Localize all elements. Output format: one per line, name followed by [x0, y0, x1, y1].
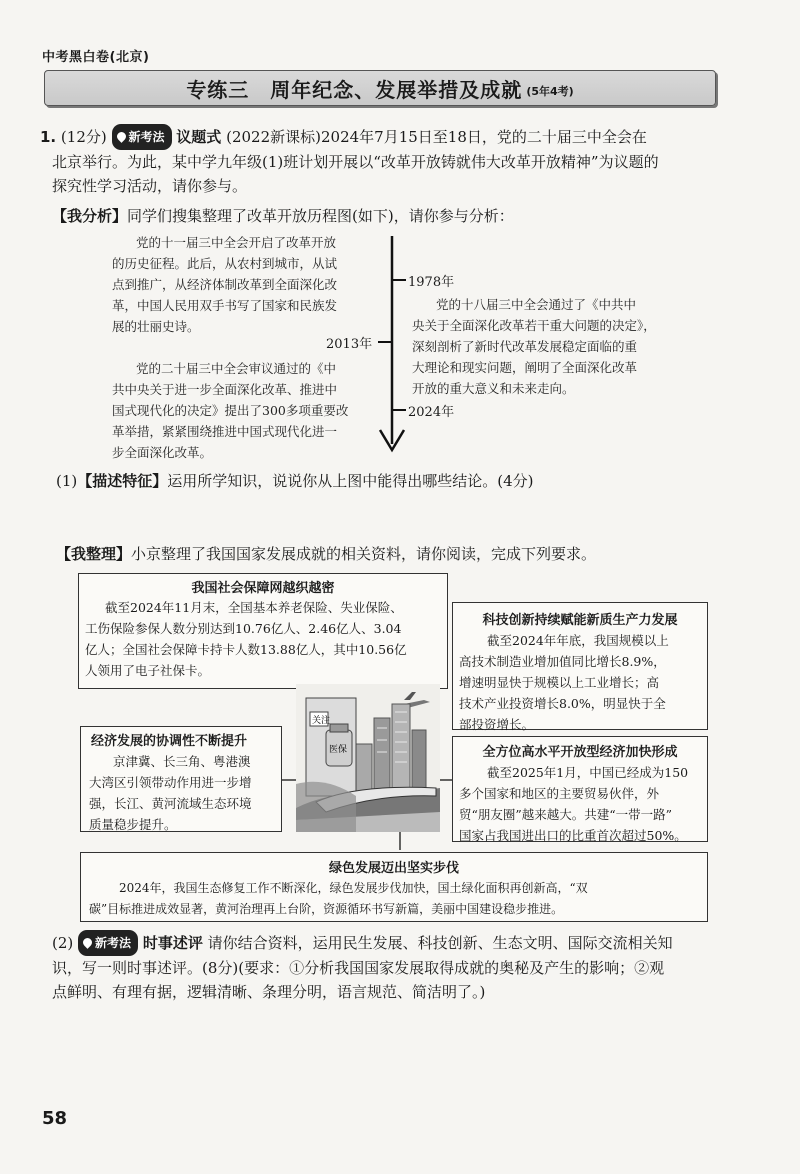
text-line: 革，中国人民用双手书写了国家和民族发 — [112, 298, 338, 313]
section-title: 专练三 周年纪念、发展举措及成就 — [186, 77, 523, 102]
text-line: 强，长江、黄河流域生态环境 — [89, 796, 252, 811]
timeline-left-text-1 — [112, 232, 374, 337]
sub-question-1-text: 运用所学知识，说说你从上图中能得出哪些结论。(4分) — [167, 472, 534, 490]
text-line: 截至2024年11月末，全国基本养老保险、失业保险、 — [105, 600, 403, 615]
text-line: 工伤保险参保人数分别达到10.76亿人、2.46亿人、3.04 — [85, 621, 402, 636]
text-line: 技术产业投资增长8.0%，明显快于全 — [459, 696, 666, 711]
sub-question-2-type: 时事述评 — [142, 934, 203, 952]
sub-question-1-number: (1) — [56, 472, 78, 490]
box-body — [79, 596, 447, 681]
timeline-year-2024: 2024年 — [408, 405, 455, 420]
text-line: 大湾区引领带动作用进一步增 — [89, 775, 252, 790]
development-illustration — [296, 684, 440, 832]
material-box-opening-up — [452, 736, 708, 842]
text-line: 截至2024年年底，我国规模以上 — [487, 633, 669, 648]
organize-prompt — [56, 542, 596, 566]
material-box-tech-innovation — [452, 602, 708, 730]
question-source: (2022新课标) — [226, 128, 321, 146]
box-body — [453, 628, 707, 735]
text-line: 2024年，我国生态修复工作不断深化，绿色发展步伐加快，国土绿化面积再创新高，“双 — [119, 881, 588, 895]
timeline-year-1978: 1978年 — [408, 275, 455, 290]
text-line: 党的二十届三中全会审议通过的《中 — [136, 361, 337, 376]
material-box-economic-coordination — [80, 726, 282, 832]
text-line: 多个国家和地区的主要贸易伙伴，外 — [459, 786, 660, 801]
analysis-label: 【我分析】 — [52, 207, 128, 225]
intro-line-2: 北京举行。为此，某中学九年级(1)班计划开展以“改革开放铸就伟大改革开放精神”为议题的 — [52, 153, 659, 171]
section-title-bar — [44, 70, 716, 106]
intro-line-3: 探究性学习活动，请你参与。 — [52, 177, 248, 195]
text-line: 贸“朋友圈”越来越大。共建“一带一路” — [459, 807, 673, 822]
book-series-label: 中考黑白卷(北京) — [42, 50, 150, 65]
box-body — [81, 876, 707, 920]
sub-question-2 — [52, 930, 772, 1004]
page-number: 58 — [42, 1108, 68, 1129]
question-1-intro — [40, 124, 760, 198]
sub-question-1 — [56, 469, 534, 493]
organize-label: 【我整理】 — [56, 545, 132, 563]
sub-question-2-line-2: 识，写一则时事述评。(8分)(要求：①分析我国国家发展取得成就的奥秘及产生的影响；②观 — [52, 959, 665, 977]
timeline-year-2013: 2013年 — [326, 337, 373, 352]
text-line: 党的十八届三中全会通过了《中共中 — [436, 297, 637, 312]
box-title: 全方位高水平开放型经济加快形成 — [482, 745, 678, 760]
organize-text: 小京整理了我国国家发展成就的相关资料，请你阅读，完成下列要求。 — [131, 545, 597, 563]
box-title: 绿色发展迈出坚实步伐 — [328, 861, 459, 876]
text-line: 央关于全面深化改革若干重大问题的决定》， — [412, 318, 656, 333]
timeline-left-text-2 — [112, 358, 374, 463]
new-method-badge-2: 新考法 — [78, 930, 138, 956]
material-box-green-development — [80, 852, 708, 922]
text-line: 革举措，紧紧围绕推进中国式现代化进一 — [112, 424, 338, 439]
sub-question-2-number: (2) — [52, 934, 74, 952]
box-title: 科技创新持续赋能新质生产力发展 — [482, 613, 678, 628]
text-line: 部投资增长。 — [459, 717, 535, 732]
text-line: 深刻剖析了新时代改革发展稳定面临的重 — [412, 339, 638, 354]
timeline-right-text-1 — [412, 294, 702, 399]
text-line: 的历史征程。此后，从农村到城市，从试 — [112, 256, 338, 271]
section-title-frequency: (5年4考) — [526, 85, 574, 98]
city-train-illustration — [296, 684, 440, 832]
text-line: 京津冀、长三角、粤港澳 — [113, 754, 251, 769]
text-line: 人领用了电子社保卡。 — [85, 663, 211, 678]
question-type: 议题式 — [176, 128, 222, 146]
box-title: 我国社会保障网越织越密 — [191, 581, 335, 596]
material-box-social-security — [78, 573, 448, 689]
question-number: 1. — [40, 128, 57, 146]
question-score: (12分) — [60, 128, 107, 146]
text-line: 步全面深化改革。 — [112, 445, 213, 460]
text-line: 碳”目标推进成效显著，黄河治理再上台阶，资源循环书写新篇，美丽中国建设稳步推进。 — [89, 902, 564, 916]
text-line: 点到推广，从经济体制改革到全面深化改 — [112, 277, 338, 292]
location-pin-icon — [115, 130, 128, 143]
text-line: 亿人；全国社会保障卡持卡人数13.88亿人，其中10.56亿 — [85, 642, 407, 657]
box-body — [81, 749, 281, 835]
text-line: 国式现代化的决定》提出了300多项重要改 — [112, 403, 349, 418]
text-line: 增速明显快于规模以上工业增长；高 — [459, 675, 660, 690]
text-line: 党的十一届三中全会开启了改革开放 — [136, 235, 337, 250]
text-line: 开放的重大意义和未来走向。 — [412, 381, 575, 396]
text-line: 质量稳步提升。 — [89, 817, 177, 832]
new-method-badge: 新考法 — [112, 124, 172, 150]
analysis-prompt — [52, 204, 514, 228]
text-line: 大理论和现实问题，阐明了全面深化改革 — [412, 360, 638, 375]
sub-question-2-line-3: 点鲜明、有理有据，逻辑清晰、条理分明，语言规范、简洁明了。) — [52, 983, 486, 1001]
text-line: 国家占我国进出口的比重首次超过50%。 — [459, 828, 687, 843]
illustration-sign-1: 关注 — [312, 716, 331, 726]
intro-line-1: 2024年7月15日至18日，党的二十届三中全会在 — [320, 128, 647, 146]
text-line: 共中央关于进一步全面深化改革、推进中 — [112, 382, 338, 397]
box-title: 经济发展的协调性不断提升 — [91, 734, 248, 749]
text-line: 高技术制造业增加值同比增长8.9%， — [459, 654, 666, 669]
text-line: 截至2025年1月，中国已经成为150 — [487, 765, 689, 780]
box-body — [453, 760, 707, 846]
sub-question-2-line-1: 请你结合资料，运用民生发展、科技创新、生态文明、国际交流相关知 — [207, 934, 673, 952]
location-pin-icon — [81, 936, 94, 949]
analysis-text: 同学们搜集整理了改革开放历程图(如下)，请你参与分析： — [127, 207, 514, 225]
illustration-sign-2: 医保 — [329, 745, 348, 755]
text-line: 展的壮丽史诗。 — [112, 319, 200, 334]
sub-question-1-label: 【描述特征】 — [77, 472, 168, 490]
